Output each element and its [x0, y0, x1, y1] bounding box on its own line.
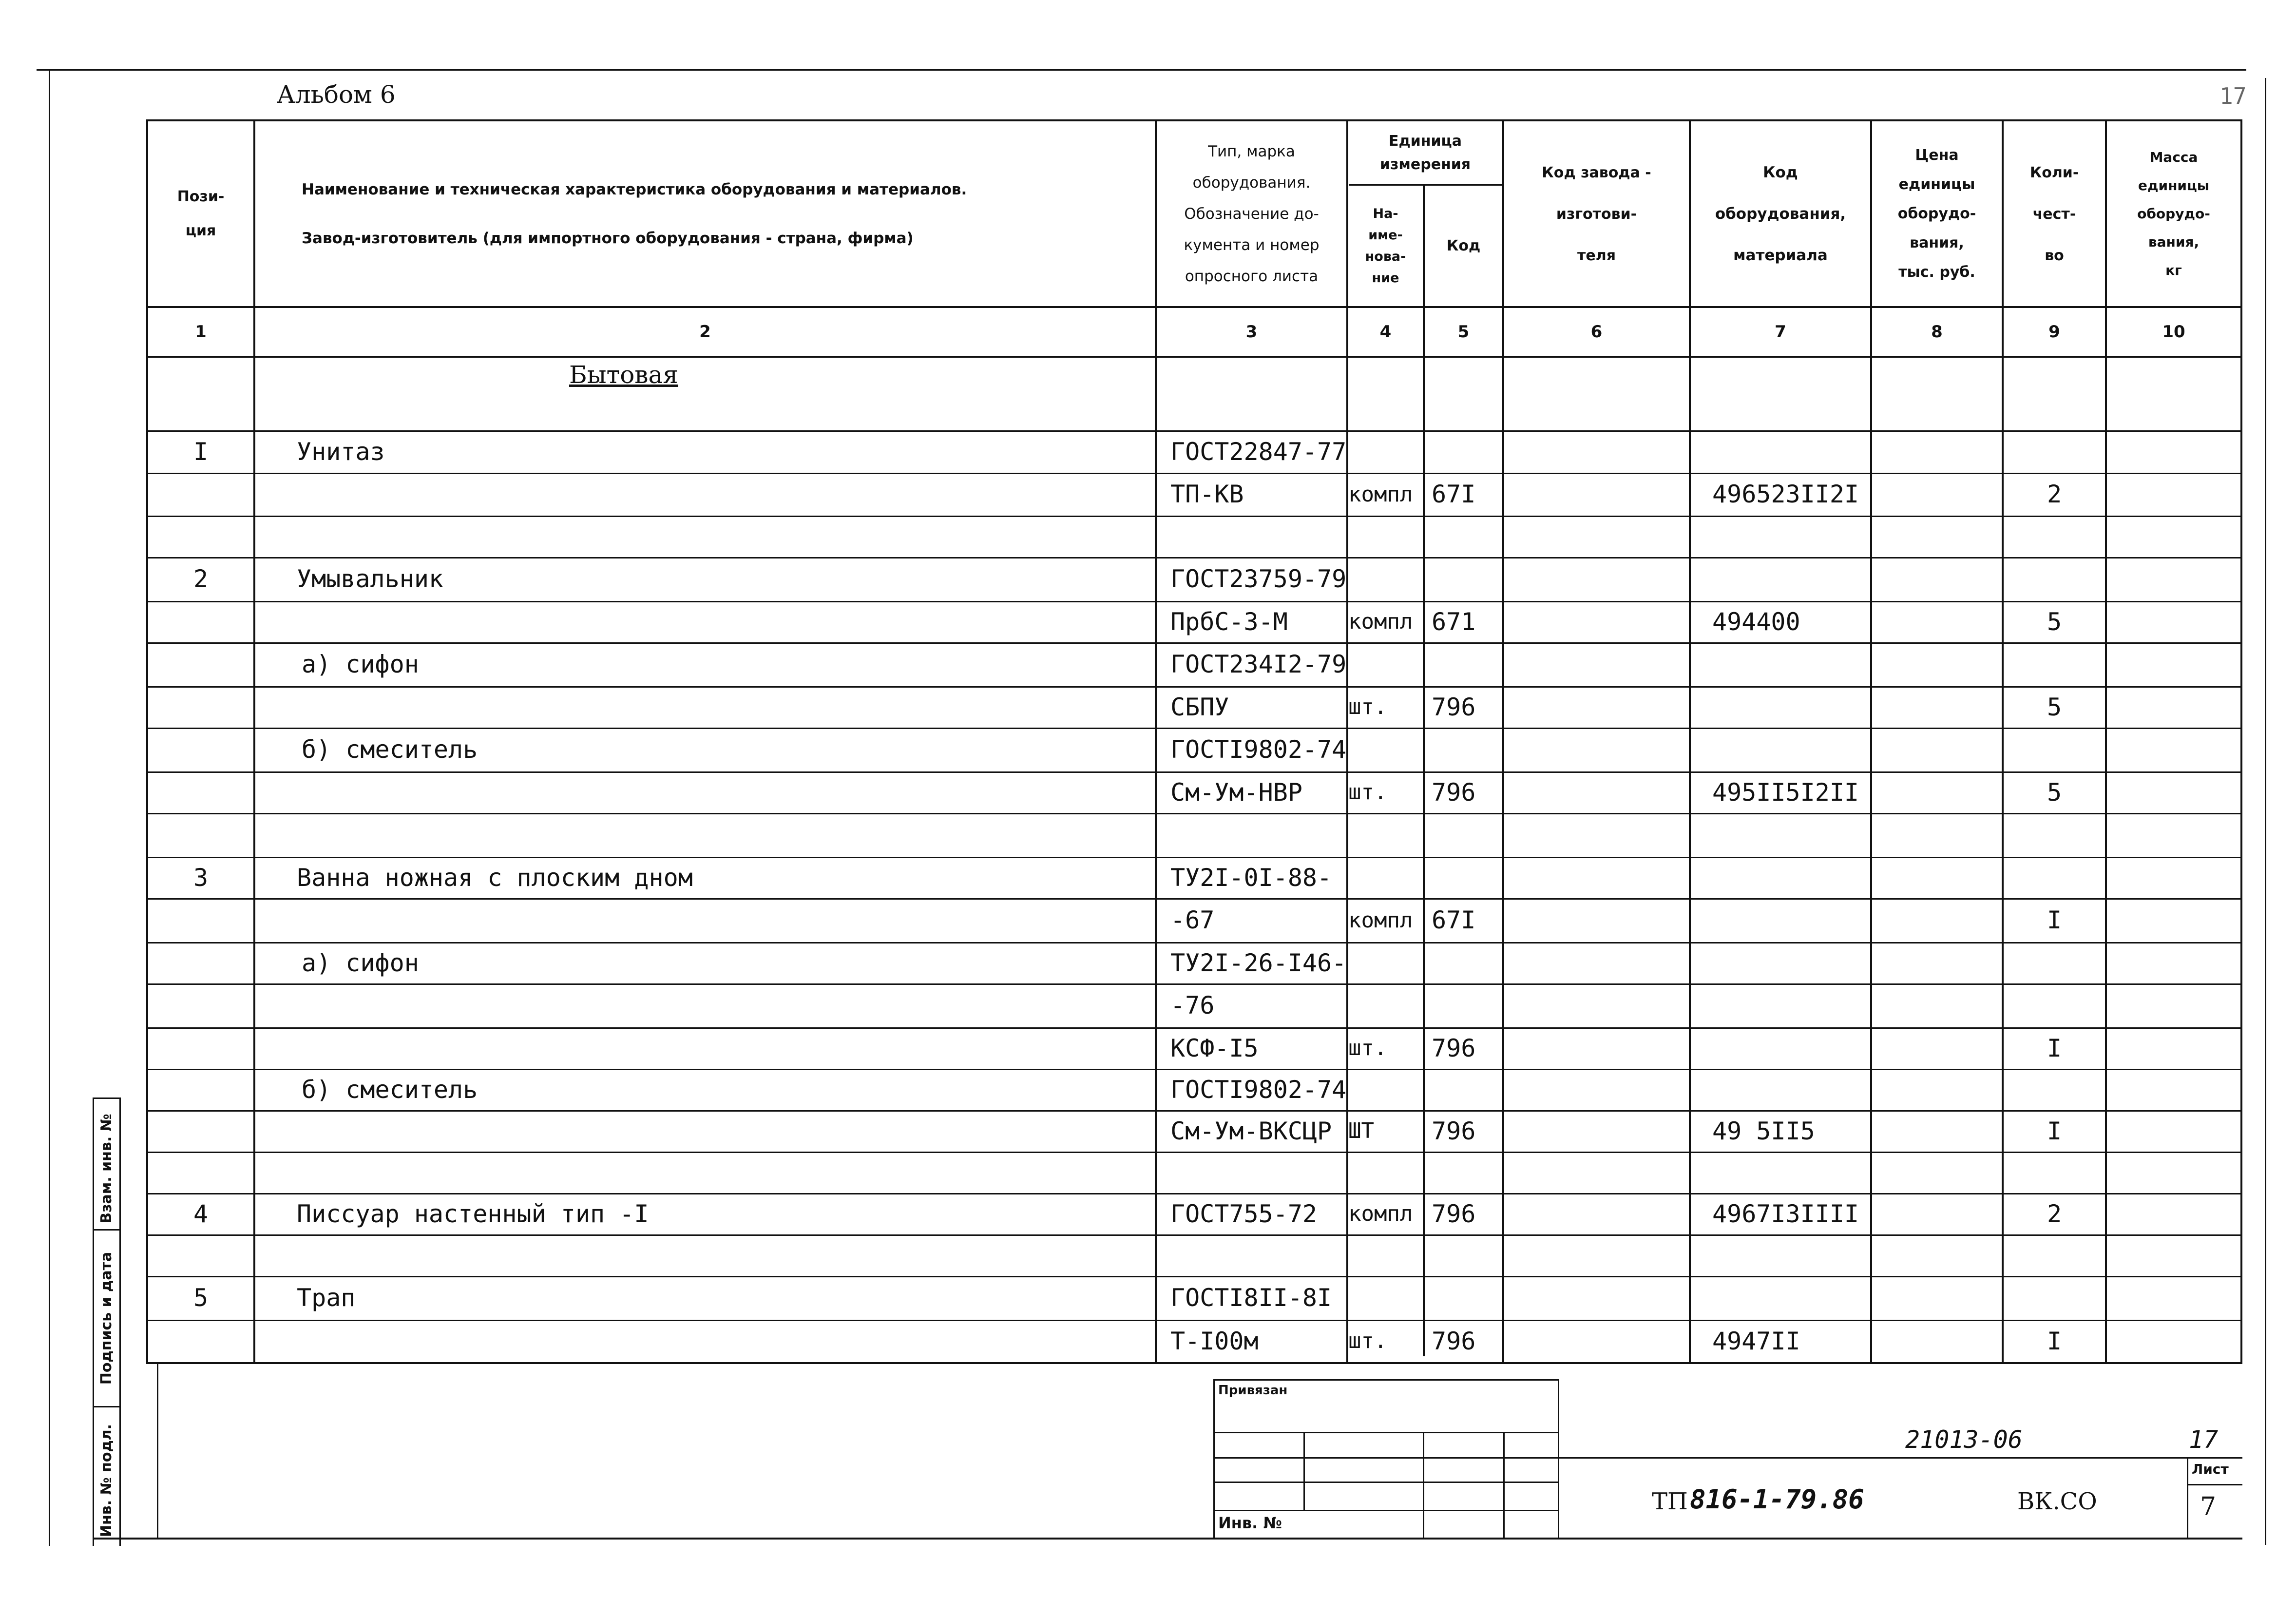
cell-code [1425, 813, 1502, 857]
cell-type [1157, 1234, 1346, 1276]
side-label-replace: Взам. инв. № [97, 1114, 115, 1224]
column-number-1: 1 [195, 322, 207, 342]
cell-unit [1348, 728, 1423, 771]
cell-unit [1348, 642, 1423, 686]
cell-pos [148, 728, 253, 771]
cell-pos [148, 771, 253, 813]
cell-name [255, 1152, 1155, 1193]
column-number-5: 5 [1457, 322, 1470, 342]
tied-box-line-2 [1213, 1457, 1559, 1459]
cell-equip [1691, 430, 1870, 473]
cell-equip [1691, 813, 1870, 857]
cell-type: ПрбС-3-М [1170, 607, 1288, 636]
cell-pos [148, 983, 253, 1027]
header-factory-code: Код завода - изготови- теля [1542, 164, 1651, 264]
cell-pos [148, 473, 253, 516]
cell-pos: 4 [193, 1199, 209, 1228]
cell-qty [2004, 1152, 2105, 1193]
cell-qty [2004, 516, 2105, 557]
cell-equip [1691, 557, 1870, 601]
cell-code: 796 [1432, 1199, 1476, 1228]
cell-qty [2004, 813, 2105, 857]
tied-box-top [1213, 1379, 1559, 1381]
cell-qty: 2 [2047, 1199, 2062, 1228]
cell-unit: компл [1348, 907, 1413, 933]
cell-unit [1348, 1234, 1423, 1276]
cell-type: КСФ-I5 [1170, 1034, 1259, 1062]
cell-pos: I [193, 437, 209, 466]
cell-name [255, 686, 1155, 728]
tied-box-line-3 [1213, 1482, 1559, 1483]
cell-type [1157, 387, 1346, 430]
column-number-6: 6 [1590, 322, 1603, 342]
cell-unit: компл [1348, 1201, 1413, 1226]
cell-code [1425, 387, 1502, 430]
document-mark: ВК.СО [2017, 1488, 2097, 1515]
cell-pos [148, 898, 253, 942]
cell-name [255, 898, 1155, 942]
cell-pos [148, 1110, 253, 1152]
cell-equip: 4947II [1712, 1327, 1800, 1355]
cell-name [255, 1234, 1155, 1276]
cell-equip: 495II5I2II [1712, 778, 1859, 807]
cell-qty: I [2047, 1327, 2062, 1355]
cell-qty [2004, 728, 2105, 771]
cell-equip: 49 5II5 [1712, 1116, 1815, 1145]
stamp-bottom-line [93, 1538, 2242, 1540]
column-number-3: 3 [1245, 322, 1258, 342]
cell-name: Умывальник [297, 565, 444, 593]
series-prefix: ТП [1652, 1488, 1688, 1515]
cell-qty [2004, 387, 2105, 430]
tied-box-line-4 [1213, 1510, 1559, 1511]
tied-box-inner-2 [1423, 1432, 1424, 1538]
cell-equip [1691, 642, 1870, 686]
cell-unit [1348, 813, 1423, 857]
cell-name [255, 813, 1155, 857]
cell-unit [1348, 857, 1423, 898]
cell-name: а) сифон [302, 650, 419, 678]
header-mass: Масса единицы оборудо- вания, кг [2137, 149, 2210, 278]
cell-code [1425, 728, 1502, 771]
cell-unit [1348, 557, 1423, 601]
cell-type: -67 [1170, 906, 1215, 934]
cell-name: а) сифон [302, 948, 419, 977]
cell-equip [1691, 942, 1870, 983]
cell-type: СБПУ [1170, 693, 1229, 721]
cell-code: 796 [1432, 1034, 1476, 1062]
cell-unit: шт. [1348, 694, 1387, 719]
cell-type: ТП-КВ [1170, 480, 1244, 508]
cell-type [1157, 813, 1346, 857]
header-unit-group: Единица измерения [1379, 133, 1471, 173]
cell-equip [1691, 898, 1870, 942]
tied-box-line-1 [1213, 1432, 1559, 1433]
cell-pos [148, 601, 253, 642]
cell-type: ГОСТI8II-8I [1170, 1284, 1332, 1312]
corner-mark: 17 [2219, 83, 2247, 109]
tied-label: Привязан [1218, 1383, 1288, 1398]
cell-unit [1348, 387, 1423, 430]
table-top-border [146, 119, 2242, 121]
cell-type: ГОСТI9802-74 [1170, 1075, 1347, 1104]
cell-equip [1691, 387, 1870, 430]
header-equipment-code: Код оборудования, материала [1715, 163, 1846, 264]
cell-code [1425, 642, 1502, 686]
cell-type [1157, 516, 1346, 557]
cell-type: ТУ2I-0I-88- [1170, 863, 1332, 892]
cell-code [1425, 983, 1502, 1027]
cell-name [255, 1110, 1155, 1152]
cell-pos: 2 [193, 565, 209, 593]
cell-equip [1691, 686, 1870, 728]
cell-code [1425, 857, 1502, 898]
cell-name [255, 1027, 1155, 1069]
column-numbers-bottom-line [146, 356, 2242, 358]
cell-pos [148, 1234, 253, 1276]
cell-code: 796 [1432, 693, 1476, 721]
cell-qty [2004, 1276, 2105, 1320]
cell-equip [1691, 728, 1870, 771]
cell-equip: 496523II2I [1712, 480, 1859, 508]
cell-type: ГОСТ22847-77 [1170, 437, 1347, 466]
cell-qty [2004, 857, 2105, 898]
cell-type [1157, 1152, 1346, 1193]
cell-unit [1348, 1276, 1423, 1320]
cell-unit: шт. [1348, 780, 1387, 805]
cell-type: -76 [1170, 991, 1215, 1020]
cell-code: 671 [1432, 607, 1476, 636]
cell-equip [1691, 1027, 1870, 1069]
cell-qty [2004, 1069, 2105, 1110]
cell-equip [1691, 1234, 1870, 1276]
cell-code [1425, 1152, 1502, 1193]
side-label-original: Инв. № подл. [97, 1424, 115, 1538]
column-number-4: 4 [1379, 322, 1392, 342]
cell-pos [148, 387, 253, 430]
cell-pos [148, 813, 253, 857]
cell-qty [2004, 642, 2105, 686]
series-number: 816-1-79.86 [1690, 1484, 1864, 1515]
cell-name: Ванна ножная с плоским дном [297, 863, 693, 892]
cell-qty [2004, 557, 2105, 601]
cell-code [1425, 557, 1502, 601]
cell-unit [1348, 430, 1423, 473]
cell-qty [2004, 942, 2105, 983]
cell-qty: I [2047, 906, 2062, 934]
cell-name [255, 387, 1155, 430]
column-number-8: 8 [1931, 322, 1943, 342]
cell-code [1425, 1069, 1502, 1110]
cell-pos [148, 642, 253, 686]
frame-right-line [2265, 78, 2266, 1545]
cell-type: Т-I00м [1170, 1327, 1259, 1355]
cell-qty: 5 [2047, 693, 2062, 721]
cell-qty [2004, 983, 2105, 1027]
cell-unit: компл [1348, 609, 1413, 634]
stamp-inner-line [1558, 1457, 2242, 1459]
cell-equip [1691, 1276, 1870, 1320]
cell-code: 796 [1432, 778, 1476, 807]
col-border-10 [2240, 119, 2242, 1362]
cell-unit: компл [1348, 481, 1413, 507]
tied-box-inner-1 [1303, 1432, 1305, 1510]
cell-unit [1348, 983, 1423, 1027]
cell-name [255, 601, 1155, 642]
cell-name: б) смеситель [302, 1075, 478, 1104]
sheet-label: Лист [2192, 1461, 2229, 1477]
cell-unit: шт. [1348, 1036, 1387, 1060]
cell-unit: шт. [1348, 1328, 1387, 1353]
cell-code: 796 [1432, 1327, 1476, 1355]
stamp-top-line [146, 1362, 2242, 1364]
cell-qty [2004, 430, 2105, 473]
page-number: 17 [2189, 1425, 2219, 1454]
cell-pos [148, 1069, 253, 1110]
cell-pos [148, 686, 253, 728]
cell-code [1425, 516, 1502, 557]
section-title: Бытовая [569, 361, 678, 389]
cell-qty: 2 [2047, 480, 2062, 508]
cell-qty [2004, 1234, 2105, 1276]
sheet-number: 7 [2200, 1492, 2217, 1521]
cell-pos: 3 [193, 863, 209, 892]
cell-name: Трап [297, 1284, 356, 1312]
cell-equip: 494400 [1712, 607, 1800, 636]
cell-qty: I [2047, 1034, 2062, 1062]
cell-equip [1691, 516, 1870, 557]
cell-unit: ШТ [1348, 1118, 1374, 1143]
column-number-2: 2 [699, 322, 711, 342]
cell-name [255, 1320, 1155, 1362]
inventory-label: Инв. № [1218, 1514, 1282, 1532]
sheet-box-divider [2187, 1484, 2242, 1485]
cell-equip [1691, 857, 1870, 898]
header-position: Пози- ция [177, 188, 225, 239]
column-number-9: 9 [2048, 322, 2060, 342]
header-name: Наименование и техническая характеристика оборудования и материалов. Завод-изготовитель (для импортного оборудования - страна, фирма) [302, 181, 967, 247]
cell-pos [148, 1152, 253, 1193]
cell-type: См-Ум-НВР [1170, 778, 1302, 807]
cell-pos [148, 1027, 253, 1069]
sheet-box-left [2187, 1457, 2188, 1538]
cell-name [255, 983, 1155, 1027]
column-number-10: 10 [2162, 322, 2185, 342]
cell-code [1425, 942, 1502, 983]
cell-type: ТУ2I-26-I46- [1170, 948, 1347, 977]
cell-type: ГОСТ755-72 [1170, 1199, 1318, 1228]
cell-code [1425, 1276, 1502, 1320]
cell-unit [1348, 1069, 1423, 1110]
header-type: Тип, марка оборудования. Обозначение до- кумента и номер опросного листа [1184, 143, 1320, 285]
cell-equip [1691, 983, 1870, 1027]
cell-pos [148, 942, 253, 983]
cell-code [1425, 430, 1502, 473]
cell-type: ГОСТ23759-79 [1170, 565, 1347, 593]
frame-top-line [37, 69, 2246, 71]
doc-code: 21013-06 [1905, 1425, 2023, 1454]
cell-unit [1348, 516, 1423, 557]
cell-code: 796 [1432, 1116, 1476, 1145]
cell-code [1425, 1234, 1502, 1276]
unit-subheader-line [1349, 184, 1502, 186]
header-quantity: Коли- чест- во [2029, 164, 2079, 264]
cell-qty: 5 [2047, 778, 2062, 807]
cell-name [255, 473, 1155, 516]
cell-pos [148, 516, 253, 557]
header-price: Цена единицы оборудо- вания, тыс. руб. [1897, 147, 1976, 281]
frame-left-line [49, 69, 50, 1546]
cell-pos: 5 [193, 1284, 209, 1312]
side-strip-divider-2 [93, 1406, 121, 1407]
cell-code: 67I [1432, 480, 1476, 508]
cell-type: См-Ум-ВКСЦР [1170, 1116, 1332, 1145]
tied-box-left [1213, 1379, 1215, 1538]
column-number-7: 7 [1775, 322, 1786, 342]
cell-name [255, 771, 1155, 813]
cell-equip: 4967I3IIII [1712, 1199, 1859, 1228]
cell-name [255, 516, 1155, 557]
album-label: Альбом 6 [277, 80, 396, 109]
cell-unit [1348, 942, 1423, 983]
stamp-left-line [157, 1362, 158, 1538]
cell-name: б) смеситель [302, 735, 478, 764]
cell-type: ГОСТ234I2-79 [1170, 650, 1347, 678]
side-label-sign: Подпись и дата [97, 1251, 115, 1385]
cell-name: Унитаз [297, 437, 385, 466]
header-unit-name: На- име- нова- ние [1365, 206, 1406, 286]
cell-qty: 5 [2047, 607, 2062, 636]
cell-pos [148, 1320, 253, 1362]
header-unit-code: Код [1446, 237, 1481, 254]
cell-type: ГОСТI9802-74 [1170, 735, 1347, 764]
cell-equip [1691, 1069, 1870, 1110]
cell-name: Писсуар настенный тип -I [297, 1199, 649, 1228]
tied-box-inner-3 [1503, 1432, 1505, 1538]
cell-code: 67I [1432, 906, 1476, 934]
cell-qty: I [2047, 1116, 2062, 1145]
cell-unit [1348, 1152, 1423, 1193]
cell-equip [1691, 1152, 1870, 1193]
